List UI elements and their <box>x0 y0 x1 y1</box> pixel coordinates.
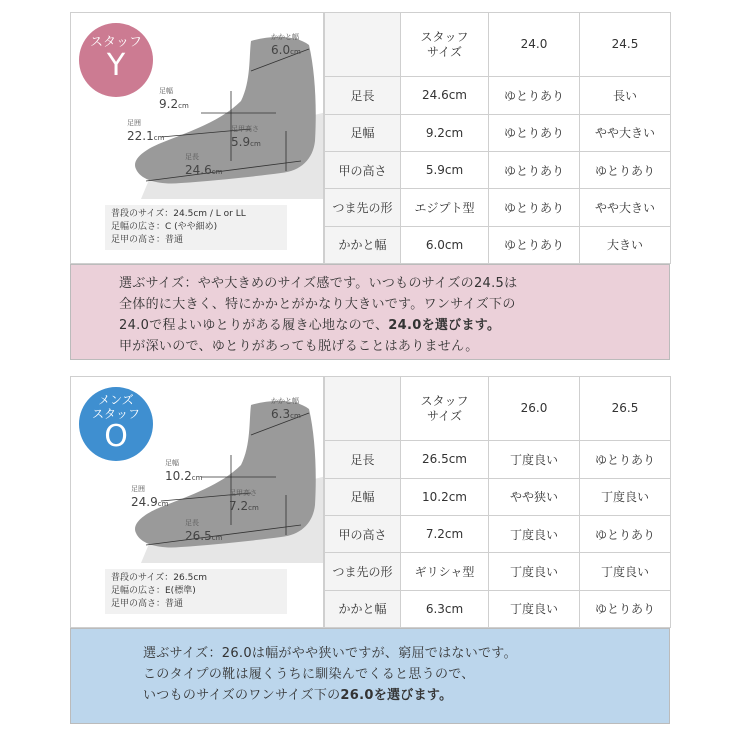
summary-line <box>119 315 669 336</box>
table-row <box>325 478 671 515</box>
cell: ゆとりあり <box>489 226 580 263</box>
header-size-a: 26.0 <box>489 377 580 441</box>
foot-length-measure: 足長 26.5cm <box>185 519 223 543</box>
cell: ゆとりあり <box>489 77 580 114</box>
heel-width-measure: かかと幅 6.3cm <box>271 397 301 421</box>
badge-label: スタッフ <box>89 35 142 50</box>
cell: 7.2cm <box>401 515 489 552</box>
cell: 6.3cm <box>401 590 489 627</box>
row-label: 足幅 <box>325 478 401 515</box>
badge-letter: Y <box>106 48 126 83</box>
table-row <box>325 77 671 114</box>
cell: 長い <box>580 77 671 114</box>
badge-label: メンズ スタッフ <box>91 393 140 421</box>
row-label: 足幅 <box>325 114 401 151</box>
info-instep-height: 足甲の高さ：普通 <box>111 235 184 245</box>
row-label: 足長 <box>325 441 401 478</box>
row-label: 甲の高さ <box>325 515 401 552</box>
foot-length-measure: 足長 24.6cm <box>185 153 223 177</box>
cell: ギリシャ型 <box>401 553 489 590</box>
cell: 丁度良い <box>489 590 580 627</box>
info-instep-height: 足甲の高さ：普通 <box>111 599 184 609</box>
foot-diagram-card <box>70 12 324 264</box>
cell: やや狭い <box>489 478 580 515</box>
foot-diagram-card <box>70 376 324 628</box>
cell: ゆとりあり <box>580 441 671 478</box>
chosen-size-text: 26.0を選びます。 <box>340 688 453 703</box>
table-row <box>325 515 671 552</box>
foot-girth-measure: 足囲 24.9cm <box>131 485 169 509</box>
summary-line: このタイプの靴は履くうちに馴染んでくると思うので、 <box>143 667 475 682</box>
table-header-row <box>325 13 671 77</box>
header-size-b: 26.5 <box>580 377 671 441</box>
header-size-a: 24.0 <box>489 13 580 77</box>
chosen-size-text: 24.0を選びます。 <box>388 318 501 333</box>
foot-girth-measure: 足囲 22.1cm <box>127 119 165 143</box>
cell: ゆとりあり <box>580 151 671 188</box>
row-label: つま先の形 <box>325 553 401 590</box>
header-staff-size: スタッフ サイズ <box>401 13 489 77</box>
summary-line: 全体的に大きく、特にかかとがかなり大きいです。ワンサイズ下の <box>119 297 516 312</box>
mens-staff-o-panel <box>70 376 670 724</box>
table-header-row <box>325 377 671 441</box>
cell: 丁度良い <box>489 441 580 478</box>
info-foot-width: 足幅の広さ：C (やや細め) <box>111 222 218 232</box>
info-usual-size: 普段のサイズ：26.5cm <box>111 573 208 583</box>
staff-y-panel <box>70 12 670 360</box>
table-row <box>325 441 671 478</box>
cell: 丁度良い <box>580 553 671 590</box>
row-label: かかと幅 <box>325 590 401 627</box>
instep-height-measure: 足甲高さ 7.2cm <box>229 489 259 513</box>
cell: 9.2cm <box>401 114 489 151</box>
cell: ゆとりあり <box>580 515 671 552</box>
row-label: かかと幅 <box>325 226 401 263</box>
cell: ゆとりあり <box>489 189 580 226</box>
summary-text: 24.0で程よいゆとりがある履き心地なので、 <box>119 318 389 333</box>
summary-text: いつものサイズのワンサイズ下の <box>143 688 341 703</box>
cell: 大きい <box>580 226 671 263</box>
table-row <box>325 189 671 226</box>
summary-line: 選ぶサイズ：26.0は幅がやや狭いですが、窮屈ではないです。 <box>143 646 517 661</box>
cell: 丁度良い <box>489 553 580 590</box>
header-staff-size: スタッフ サイズ <box>401 377 489 441</box>
size-choice-summary <box>70 264 670 360</box>
summary-line: 選ぶサイズ：やや大きめのサイズ感です。いつものサイズの24.5は <box>119 276 518 291</box>
foot-width-measure: 足幅 9.2cm <box>159 87 189 111</box>
info-foot-width: 足幅の広さ：E(標準) <box>111 586 196 596</box>
table-row <box>325 114 671 151</box>
usual-size-info <box>105 569 287 614</box>
instep-height-measure: 足甲高さ 5.9cm <box>231 125 261 149</box>
size-comparison-table <box>324 12 671 264</box>
header-size-b: 24.5 <box>580 13 671 77</box>
foot-width-measure: 足幅 10.2cm <box>165 459 203 483</box>
cell: 6.0cm <box>401 226 489 263</box>
summary-line <box>143 685 669 706</box>
table-row <box>325 553 671 590</box>
row-label: 甲の高さ <box>325 151 401 188</box>
table-row <box>325 226 671 263</box>
badge-letter: O <box>104 419 128 454</box>
cell: 24.6cm <box>401 77 489 114</box>
cell: ゆとりあり <box>580 590 671 627</box>
cell: 丁度良い <box>580 478 671 515</box>
row-label: つま先の形 <box>325 189 401 226</box>
cell: 10.2cm <box>401 478 489 515</box>
cell: やや大きい <box>580 114 671 151</box>
info-usual-size: 普段のサイズ：24.5cm / L or LL <box>111 209 246 219</box>
cell: エジプト型 <box>401 189 489 226</box>
cell: 26.5cm <box>401 441 489 478</box>
usual-size-info <box>105 205 287 250</box>
size-choice-summary <box>70 628 670 724</box>
table-corner <box>325 377 401 441</box>
size-comparison-table <box>324 376 671 628</box>
cell: 5.9cm <box>401 151 489 188</box>
cell: やや大きい <box>580 189 671 226</box>
row-label: 足長 <box>325 77 401 114</box>
cell: ゆとりあり <box>489 151 580 188</box>
summary-line: 甲が深いので、ゆとりがあっても脱げることはありません。 <box>119 339 479 354</box>
table-corner <box>325 13 401 77</box>
cell: ゆとりあり <box>489 114 580 151</box>
table-row <box>325 590 671 627</box>
table-row <box>325 151 671 188</box>
cell: 丁度良い <box>489 515 580 552</box>
heel-width-measure: かかと幅 6.0cm <box>271 33 301 57</box>
